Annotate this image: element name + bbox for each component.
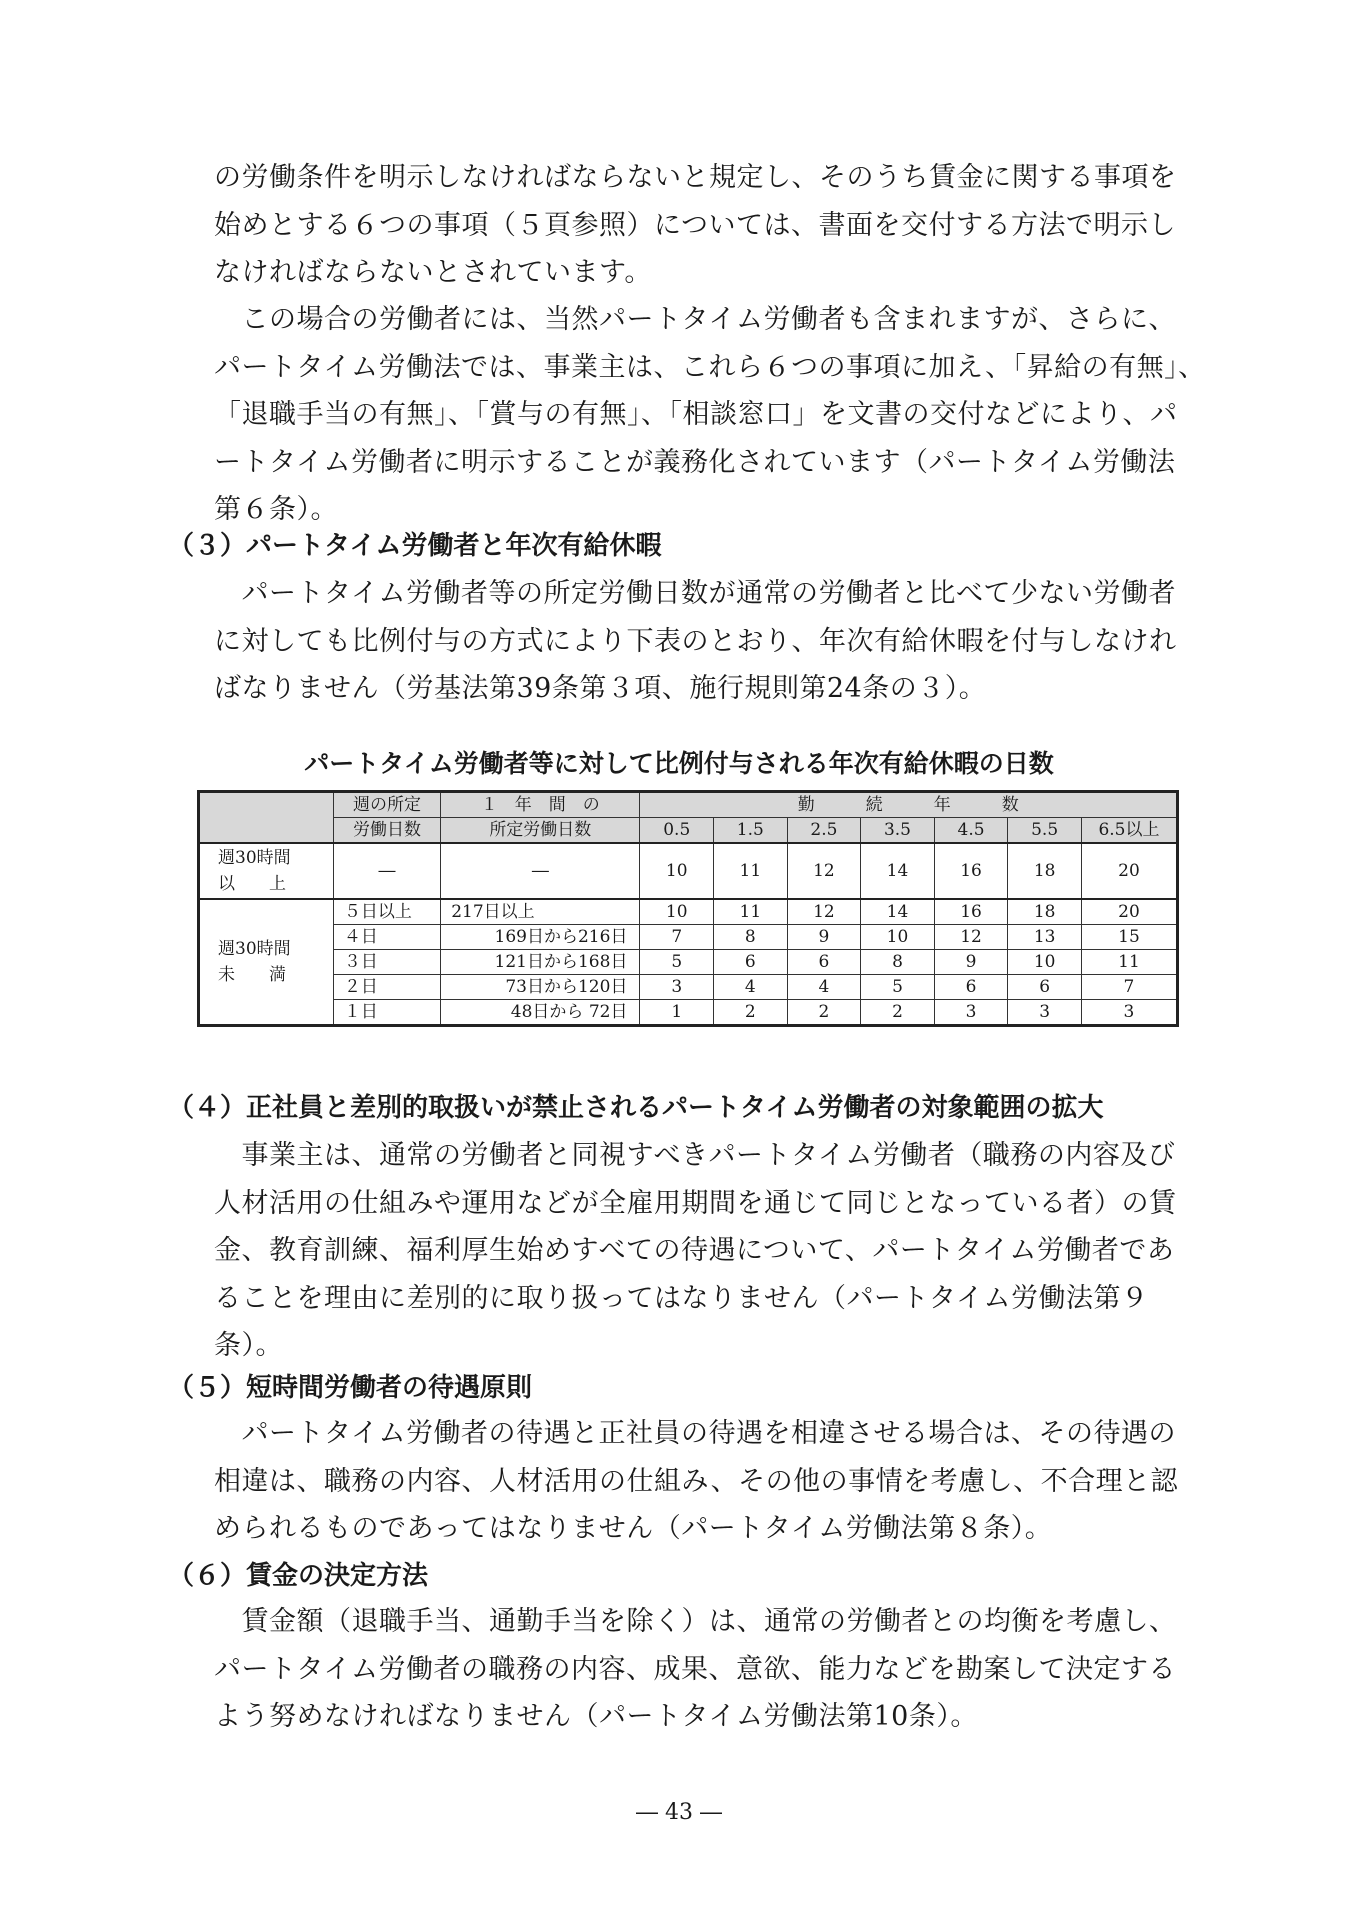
text-line: パートタイム労働者の職務の内容、成果、意欲、能力などを勘案して決定する [214, 1653, 1176, 1685]
weekly-days-cell: ２日 [333, 975, 440, 1000]
annual-days-cell: 73日から120日 [441, 975, 640, 1000]
weekly-days-header: 労働日数 [333, 818, 440, 844]
table-row [199, 843, 1178, 899]
text-line: 人材活用の仕組みや運用などが全雇用期間を通じて同じとなっている者）の賃 [214, 1187, 1177, 1219]
leave-days-cell: 18 [1008, 843, 1082, 899]
annual-days-header: １ 年 間 の [441, 792, 640, 818]
leave-days-cell: 8 [861, 950, 935, 975]
leave-days-cell: 5 [640, 950, 714, 975]
year-header: 5.5 [1008, 818, 1082, 844]
text-line: パートタイム労働者の待遇と正社員の待遇を相違させる場合は、その待遇の [214, 1418, 1176, 1449]
leave-days-cell: 11 [1081, 950, 1177, 975]
text-line: なければならないとされています。 [214, 257, 652, 288]
leave-days-cell: 10 [1008, 950, 1082, 975]
year-header: 4.5 [934, 818, 1008, 844]
group-label-30h-or-more [199, 843, 334, 899]
table-title: パートタイム労働者等に対して比例付与される年次有給休暇の日数 [304, 749, 1054, 778]
group-label-line: 週30時間 [218, 939, 291, 959]
annual-days-cell: ― [441, 843, 640, 899]
leave-days-cell: 2 [861, 1000, 935, 1026]
text-line: この場合の労働者には、当然パートタイム労働者も含まれますが、さらに、 [214, 304, 1176, 335]
leave-days-cell: 13 [1008, 925, 1082, 950]
text-line: ることを理由に差別的に取り扱ってはなりません（パートタイム労働法第９ [214, 1282, 1149, 1314]
leave-days-cell: 20 [1081, 843, 1177, 899]
table-row [199, 925, 1178, 950]
text-line: められるものであってはなりません（パートタイム労働法第８条）。 [214, 1513, 1053, 1544]
text-line: 事業主は、通常の労働者と同視すべきパートタイム労働者（職務の内容及び [214, 1140, 1176, 1171]
weekly-days-cell: ― [333, 843, 440, 899]
section-6-paragraph [214, 1598, 1204, 1741]
text-line: パートタイム労働者等の所定労働日数が通常の労働者と比べて少ない労働者 [214, 578, 1176, 609]
leave-days-cell: 12 [934, 925, 1008, 950]
leave-days-cell: 8 [714, 925, 788, 950]
leave-days-cell: 6 [787, 950, 861, 975]
leave-days-cell: 16 [934, 899, 1008, 925]
leave-days-cell: 3 [934, 1000, 1008, 1026]
leave-days-cell: 9 [787, 925, 861, 950]
leave-days-cell: 4 [714, 975, 788, 1000]
group-label-line: 未 満 [218, 965, 286, 985]
leave-days-cell: 7 [1081, 975, 1177, 1000]
text-line: 金、教育訓練、福利厚生始めすべての待遇について、パートタイム労働者であ [214, 1235, 1175, 1266]
leave-days-cell: 6 [714, 950, 788, 975]
section-3-paragraph [214, 570, 1204, 713]
text-line: 第６条）。 [214, 494, 338, 525]
years-of-service-header: 勤 続 年 数 [640, 792, 1178, 818]
leave-days-cell: 11 [714, 899, 788, 925]
weekly-days-cell: ５日以上 [333, 899, 440, 925]
text-line: 始めとする６つの事項（５頁参照）については、書面を交付する方法で明示し [214, 209, 1176, 241]
year-header: 6.5以上 [1081, 818, 1177, 844]
year-header: 3.5 [861, 818, 935, 844]
text-line: 「退職手当の有無」、「賞与の有無」、「相談窓口」を文書の交付などにより、パ [214, 399, 1178, 430]
page-number: ― 43 ― [636, 1800, 722, 1825]
section-4-heading: （４）正社員と差別的取扱いが禁止されるパートタイム労働者の対象範囲の拡大 [168, 1093, 1104, 1123]
leave-days-cell: 2 [787, 1000, 861, 1026]
leave-days-cell: 15 [1081, 925, 1177, 950]
group-label-line: 以 上 [218, 874, 286, 894]
leave-days-cell: 12 [787, 843, 861, 899]
table-row [199, 950, 1178, 975]
table-row [199, 975, 1178, 1000]
annual-days-cell: 48日から 72日 [441, 1000, 640, 1026]
corner-header-cell [199, 792, 334, 844]
weekly-days-cell: １日 [333, 1000, 440, 1026]
leave-days-cell: 3 [1008, 1000, 1082, 1026]
text-line: の労働条件を明示しなければならないと規定し、そのうち賃金に関する事項を [214, 162, 1177, 193]
section-4-paragraph [214, 1132, 1204, 1370]
text-line: ートタイム労働者に明示することが義務化されています（パートタイム労働法 [214, 446, 1176, 478]
paid-leave-table [197, 790, 1179, 1027]
table-header-row [199, 792, 1178, 818]
annual-days-cell: 169日から216日 [441, 925, 640, 950]
leave-days-cell: 5 [861, 975, 935, 1000]
table-row [199, 1000, 1178, 1026]
text-line: よう努めなければなりません（パートタイム労働法第10条）。 [214, 1701, 978, 1732]
leave-days-cell: 10 [640, 899, 714, 925]
leave-days-cell: 10 [640, 843, 714, 899]
leave-days-cell: 11 [714, 843, 788, 899]
section-6-heading: （６）賃金の決定方法 [168, 1561, 429, 1591]
weekly-days-cell: ４日 [333, 925, 440, 950]
leave-days-cell: 10 [861, 925, 935, 950]
leave-days-cell: 1 [640, 1000, 714, 1026]
leave-days-cell: 6 [1008, 975, 1082, 1000]
group-label-under-30h [199, 899, 334, 1026]
group-label-line: 週30時間 [218, 848, 291, 868]
leave-days-cell: 18 [1008, 899, 1082, 925]
leave-days-cell: 3 [1081, 1000, 1177, 1026]
text-line: ばなりません（労基法第39条第３項、施行規則第24条の３）。 [214, 673, 987, 704]
table-row [199, 899, 1178, 925]
leave-days-cell: 9 [934, 950, 1008, 975]
text-line: パートタイム労働法では、事業主は、これら６つの事項に加え、「昇給の有無」、 [214, 351, 1206, 383]
weekly-days-header: 週の所定 [333, 792, 440, 818]
text-line: 賃金額（退職手当、通勤手当を除く）は、通常の労働者との均衡を考慮し、 [214, 1606, 1177, 1637]
year-header: 0.5 [640, 818, 714, 844]
table-header-row [199, 818, 1178, 844]
leave-days-cell: 3 [640, 975, 714, 1000]
leave-days-cell: 2 [714, 1000, 788, 1026]
intro-paragraph [214, 154, 1204, 297]
annual-days-header: 所定労働日数 [441, 818, 640, 844]
leave-days-cell: 12 [787, 899, 861, 925]
leave-days-cell: 20 [1081, 899, 1177, 925]
leave-days-cell: 7 [640, 925, 714, 950]
text-line: に対しても比例付与の方式により下表のとおり、年次有給休暇を付与しなけれ [214, 625, 1177, 657]
text-line: 相違は、職務の内容、人材活用の仕組み、その他の事情を考慮し、不合理と認 [214, 1465, 1179, 1497]
text-line: 条）。 [214, 1330, 283, 1361]
section-3-heading: （３）パートタイム労働者と年次有給休暇 [168, 531, 662, 561]
annual-days-cell: 121日から168日 [441, 950, 640, 975]
leave-days-cell: 4 [787, 975, 861, 1000]
leave-days-cell: 14 [861, 899, 935, 925]
annual-days-cell: 217日以上 [441, 899, 640, 925]
weekly-days-cell: ３日 [333, 950, 440, 975]
year-header: 1.5 [714, 818, 788, 844]
year-header: 2.5 [787, 818, 861, 844]
part-time-notice-paragraph [214, 296, 1204, 534]
leave-days-cell: 14 [861, 843, 935, 899]
section-5-heading: （５）短時間労働者の待遇原則 [168, 1373, 533, 1403]
leave-days-cell: 6 [934, 975, 1008, 1000]
section-5-paragraph [214, 1410, 1204, 1553]
leave-days-cell: 16 [934, 843, 1008, 899]
